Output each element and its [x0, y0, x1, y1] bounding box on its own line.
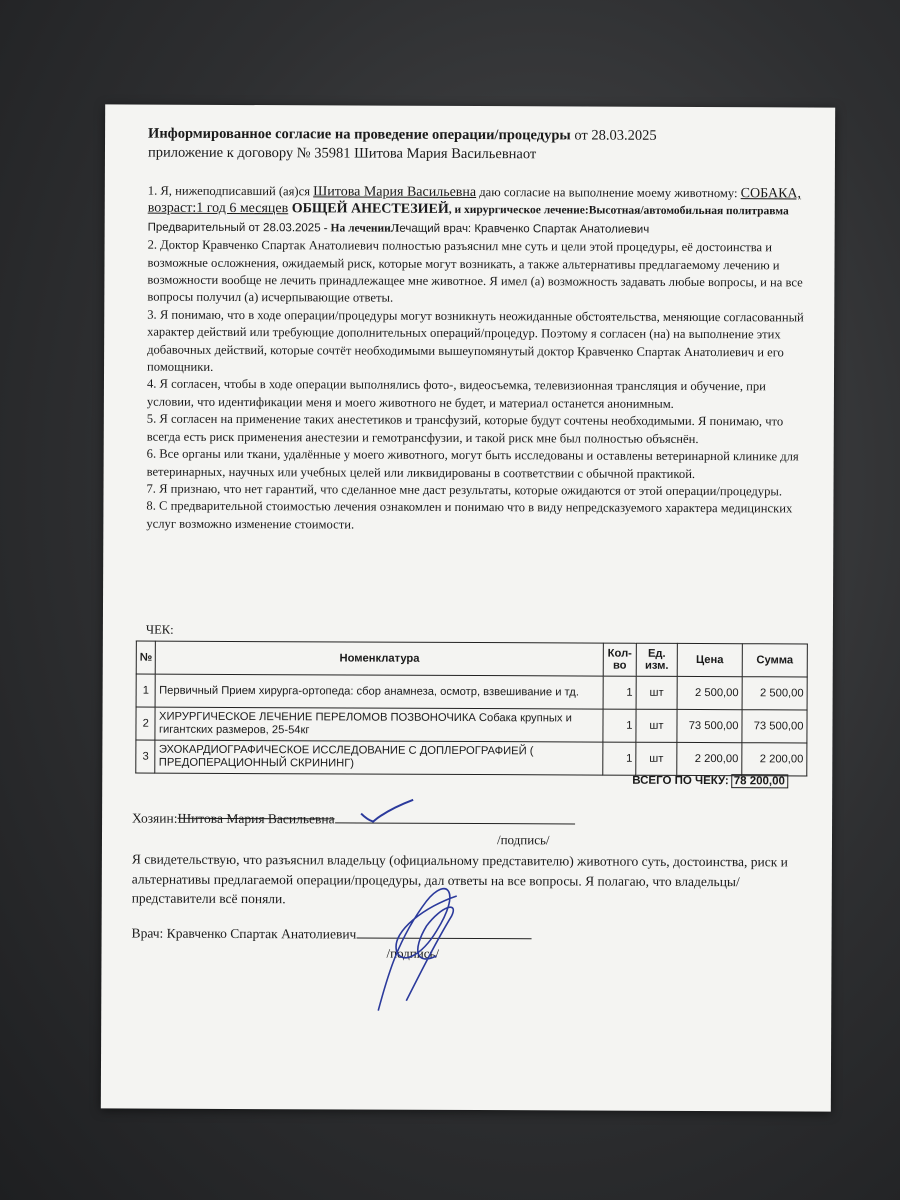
owner-name: Шитова Мария Васильевна — [177, 810, 335, 827]
col-sum: Сумма — [742, 644, 807, 677]
witness-statement: Я свидетельствую, что разъяснил владельцу (официальному представителю) животного суть, достоинства, риск и альтернативы предлагаемой операции/процедуры, дал ответы на все вопросы. Я полагаю, что владельцы/представители всё поняли. — [131, 851, 788, 907]
col-price: Цена — [677, 643, 742, 676]
paragraph-7: 7. Я признаю, что нет гарантий, что сделанное мне даст результаты, которые ожидаются от этой операции/процедуры. — [146, 481, 783, 499]
document-header — [148, 125, 808, 166]
table-row: 1 Первичный Прием хирурга-ортопеда: сбор анамнеза, осмотр, взвешивание и тд. 1 шт 2 500,00 2 500,00 — [136, 674, 807, 710]
document-title: Информированное согласие на проведение операции/процедуры — [148, 125, 571, 144]
receipt-table — [135, 641, 808, 777]
owner-label: Хозяин: — [132, 810, 178, 826]
table-row: 3 ЭХОКАРДИОГРАФИЧЕСКОЕ ИССЛЕДОВАНИЕ С ДОПЛЕРОГРАФИЕЙ ( ПРЕДОПЕРАЦИОННЫЙ СКРИНИНГ) 1 шт 2 200,00 2 200,00 — [136, 740, 807, 776]
signature-caption-2: /подпись/ — [386, 945, 440, 961]
owner-signature-line — [132, 810, 575, 829]
document-date: от 28.03.2025 — [570, 127, 657, 144]
total-value: 78 200,00 — [731, 774, 788, 788]
handwritten-signature-icon — [366, 871, 477, 1021]
consent-body — [146, 183, 808, 536]
table-row: 2 ХИРУРГИЧЕСКОЕ ЛЕЧЕНИЕ ПЕРЕЛОМОВ ПОЗВОНОЧИКА Собака крупных и гигантских размеров, 25-54кг 1 шт 73 500,00 73 500,00 — [136, 707, 807, 743]
paragraph-5: 5. Я согласен на применение таких анестетиков и трансфузий, которые будут сочтены необходимыми. Я понимаю, что всегда есть риск применения анестезии и гемотрансфузии, и такой риск мне был полностью объяснён. — [146, 411, 784, 446]
owner-name-inline: Шитова Мария Васильевна — [313, 184, 477, 201]
col-unit: Ед. изм. — [636, 643, 677, 676]
consent-document — [101, 104, 835, 1111]
col-qty: Кол-во — [603, 643, 636, 676]
diagnosis: Высотная/автомобильная политравма — [588, 204, 789, 218]
paragraph-8: 8. С предварительной стоимостью лечения ознакомлен и понимаю что в виду непредсказуемого характера медицинских услуг возможно изменение стоимости. — [146, 498, 793, 532]
paragraph-6: 6. Все органы или ткани, удалённые у моего животного, могут быть исследованы и оставлены ветеринарной клинике для ветеринарных, научных или учебных целей или ликвидированы в соответствии с обычной практикой. — [146, 446, 799, 481]
table-header-row — [136, 641, 807, 677]
doctor-name: Кравченко Спартак Анатолиевич — [166, 925, 357, 942]
col-number: № — [136, 641, 156, 674]
anesthesia-label: ОБЩЕЙ АНЕСТЕЗИЕЙ — [288, 201, 449, 218]
document-subtitle: приложение к договору № 35981 Шитова Мария Васильевнаот — [147, 144, 537, 163]
paragraph-3: 3. Я понимаю, что в ходе операции/процедуры могут возникнуть неожиданные обстоятельства, меняющие согласованный характер действий или требующие дополнительных операций/процедур. Поэтому я согласен (на) на выполнение этих добавочных действий, которые сочтёт необходимыми вышеупомянутый доктор Кравченко Спартак Анатолиевич и его помощники. — [147, 307, 804, 374]
col-nomenclature: Номенклатура — [156, 641, 604, 676]
doctor-label: Врач: — [131, 925, 167, 941]
signature-caption: /подпись/ — [496, 832, 550, 848]
total-label: ВСЕГО ПО ЧЕКУ: — [632, 774, 729, 788]
receipt-label: ЧЕК: — [145, 622, 174, 637]
animal-info: СОБАКА, возраст:1 год 6 месяцев — [147, 186, 802, 217]
paragraph-4: 4. Я согласен, чтобы в ходе операции выполнялись фото-, видеосъемка, телевизионная трансляция и обучение, при условии, что идентификации меня и моего животного не будет, и материал останется анонимным. — [146, 377, 766, 411]
checkmark-icon — [357, 796, 417, 826]
receipt-total — [632, 775, 788, 788]
paragraph-1: 1. Я, нижеподписавший (ая)ся Шитова Мария Васильевна даю согласие на выполнение моему животному: СОБАКА, возраст:1 год 6 месяцев ОБЩЕЙ АНЕСТЕЗИЕЙ, и хирургическое лечение:Высотная/автомобильная политравма Предварительный от 28.03.2025 - На леченииЛечащий врач: Кравченко Спартак Анатолиевич — [147, 183, 802, 236]
paragraph-2: 2. Доктор Кравченко Спартак Анатолиевич полностью разъяснил мне суть и цели этой процедуры, её достоинства и возможные осложнения, ожидаемый риск, которые могут возникать, а также альтернативы предлагаемому лечению и возможности вообще не лечить принадлежащее мне животное. Я имел (а) возможность задавать любые вопросы, и на все вопросы получил (а) исчерпывающие ответы. — [147, 237, 803, 306]
